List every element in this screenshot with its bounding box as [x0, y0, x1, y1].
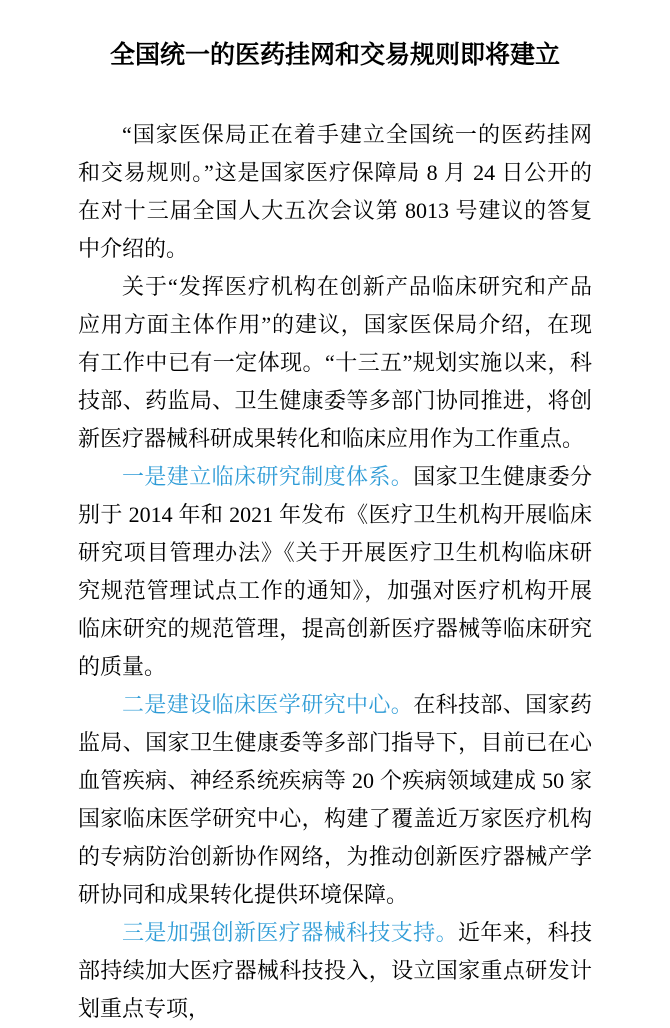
paragraph [78, 268, 592, 458]
paragraph [78, 686, 592, 914]
paragraph [78, 116, 592, 268]
paragraph [78, 914, 592, 1028]
document-title: 全国统一的医药挂网和交易规则即将建立 [109, 42, 560, 69]
paragraph-lead: 二是建设临床医学研究中心。 [122, 692, 414, 717]
paragraph-text: 近年来，科技部持续加大医疗器械科技投入，设立国家重点研发计划重点专项， [78, 920, 592, 1021]
paragraph [78, 458, 592, 686]
paragraph-text: “国家医保局正在着手建立全国统一的医药挂网和交易规则。”这是国家医疗保障局 8 月 24 日公开的在对十三届全国人大五次会议第 8013 号建议的答复中介绍的。 [78, 122, 592, 261]
paragraph-text: 在科技部、国家药监局、国家卫生健康委等多部门指导下，目前已在心血管疾病、神经系统疾病等 20 个疾病领域建成 50 家国家临床医学研究中心，构建了覆盖近万家医疗机构的专病防治创新协作网络，为推动创新医疗器械产学研协同和成果转化提供环境保障。 [78, 692, 592, 907]
paragraph-text: 关于“发挥医疗机构在创新产品临床研究和产品应用方面主体作用”的建议，国家医保局介绍，在现有工作中已有一定体现。“十三五”规划实施以来，科技部、药监局、卫生健康委等多部门协同推进，将创新医疗器械科研成果转化和临床应用作为工作重点。 [78, 274, 592, 451]
paragraph-lead: 三是加强创新医疗器械科技支持。 [122, 920, 458, 945]
paragraph-lead: 一是建立临床研究制度体系。 [122, 464, 414, 489]
paragraph-text: 国家卫生健康委分别于 2014 年和 2021 年发布《医疗卫生机构开展临床研究项目管理办法》《关于开展医疗卫生机构临床研究规范管理试点工作的通知》，加强对医疗机构开展临床研究的规范管理，提高创新医疗器械等临床研究的质量。 [78, 464, 592, 679]
